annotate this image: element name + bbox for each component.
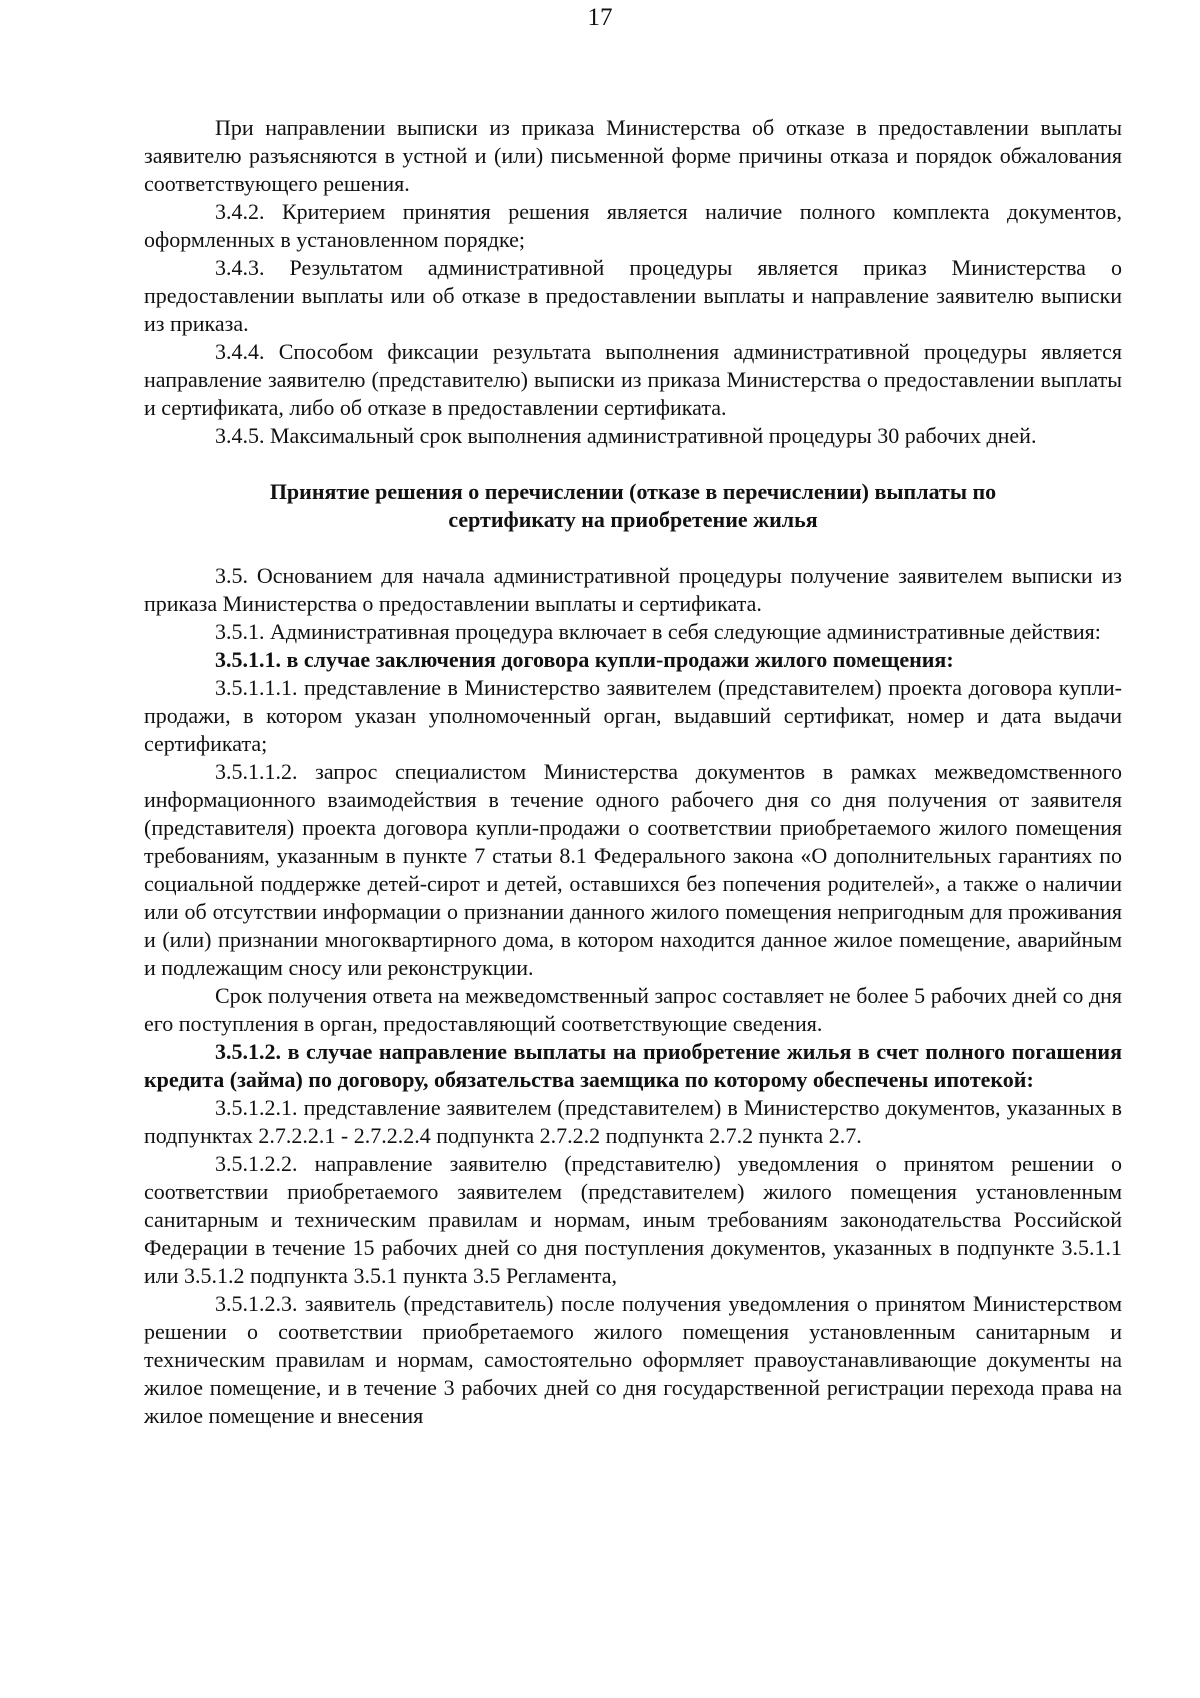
paragraph-3-5-1: 3.5.1. Административная процедура включает в себя следующие административные действия: [215,619,1101,644]
section-heading [144,478,1122,534]
paragraph-3-5-1-1-1: 3.5.1.1.1. представление в Министерство заявителем (представителем) проекта договора купли-продажи, в котором указан уполномоченный орган, выдавший сертификат, номер и дата выдачи сертификата; [144,675,1122,756]
paragraph-refusal-explanation: При направлении выписки из приказа Министерства об отказе в предоставлении выплаты заявителю разъясняются в устной и (или) письменной форме причины отказа и порядок обжалования соответствующего решения. [144,115,1122,196]
paragraph-3-4-5: 3.4.5. Максимальный срок выполнения административной процедуры 30 рабочих дней. [215,423,1037,448]
document-body [144,114,1122,1430]
page-number: 17 [587,4,613,31]
section-heading-line-2: сертификату на приобретение жилья [448,507,818,532]
paragraph-3-5-1-2-1: 3.5.1.2.1. представление заявителем (представителем) в Министерство документов, указанных в подпунктах 2.7.2.2.1 - 2.7.2.2.4 подпункта 2.7.2.2 подпункта 2.7.2 пункта 2.7. [144,1095,1122,1148]
paragraph-3-4-3: 3.4.3. Результатом административной процедуры является приказ Министерства о предоставлении выплаты или об отказе в предоставлении выплаты и направление заявителю выписки из приказа. [144,255,1122,336]
paragraph-3-4-2: 3.4.2. Критерием принятия решения является наличие полного комплекта документов, оформленных в установленном порядке; [144,199,1122,252]
paragraph-3-5-1-1: 3.5.1.1. в случае заключения договора купли-продажи жилого помещения: [215,647,954,672]
paragraph-3-5-1-1-2: 3.5.1.1.2. запрос специалистом Министерства документов в рамках межведомственного информационного взаимодействия в течение одного рабочего дня со дня получения от заявителя (представителя) проекта договора купли-продажи о соответствии приобретаемого жилого помещения требованиям, указанным в пункте 7 статьи 8.1 Федерального закона «О дополнительных гарантиях по социальной поддержке детей-сирот и детей, оставшихся без попечения родителей», а также о наличии или об отсутствии информации о признании данного жилого помещения непригодным для проживания и (или) признании многоквартирного дома, в котором находится данное жилое помещение, аварийным и подлежащим сносу или реконструкции. [144,759,1122,980]
section-heading-line-1: Принятие решения о перечислении (отказе в перечислении) выплаты по [269,479,997,504]
paragraph-3-5: 3.5. Основанием для начала административной процедуры получение заявителем выписки из приказа Министерства о предоставлении выплаты и сертификата. [144,563,1122,616]
paragraph-3-4-4: 3.4.4. Способом фиксации результата выполнения административной процедуры является направление заявителю (представителю) выписки из приказа Министерства о предоставлении выплаты и сертификата, либо об отказе в предоставлении сертификата. [144,339,1122,420]
paragraph-3-5-1-2-2: 3.5.1.2.2. направление заявителю (представителю) уведомления о принятом решении о соответствии приобретаемого заявителем (представителем) жилого помещения установленным санитарным и техническим правилам и нормам, иным требованиям законодательства Российской Федерации в течение 15 рабочих дней со дня поступления документов, указанных в подпункте 3.5.1.1 или 3.5.1.2 подпункта 3.5.1 пункта 3.5 Регламента, [144,1151,1122,1288]
paragraph-3-5-1-2-3: 3.5.1.2.3. заявитель (представитель) после получения уведомления о принятом Министерством решении о соответствии приобретаемого жилого помещения установленным санитарным и техническим правилам и нормам, самостоятельно оформляет правоустанавливающие документы на жилое помещение, и в течение 3 рабочих дней со дня государственной регистрации перехода права на жилое помещение и внесения [144,1291,1122,1428]
paragraph-3-5-1-2: 3.5.1.2. в случае направление выплаты на приобретение жилья в счет полного погашения кредита (займа) по договору, обязательства заемщика по которому обеспечены ипотекой: [144,1039,1122,1092]
paragraph-response-term: Срок получения ответа на межведомственный запрос составляет не более 5 рабочих дней со дня его поступления в орган, предоставляющий соответствующие сведения. [144,983,1122,1036]
